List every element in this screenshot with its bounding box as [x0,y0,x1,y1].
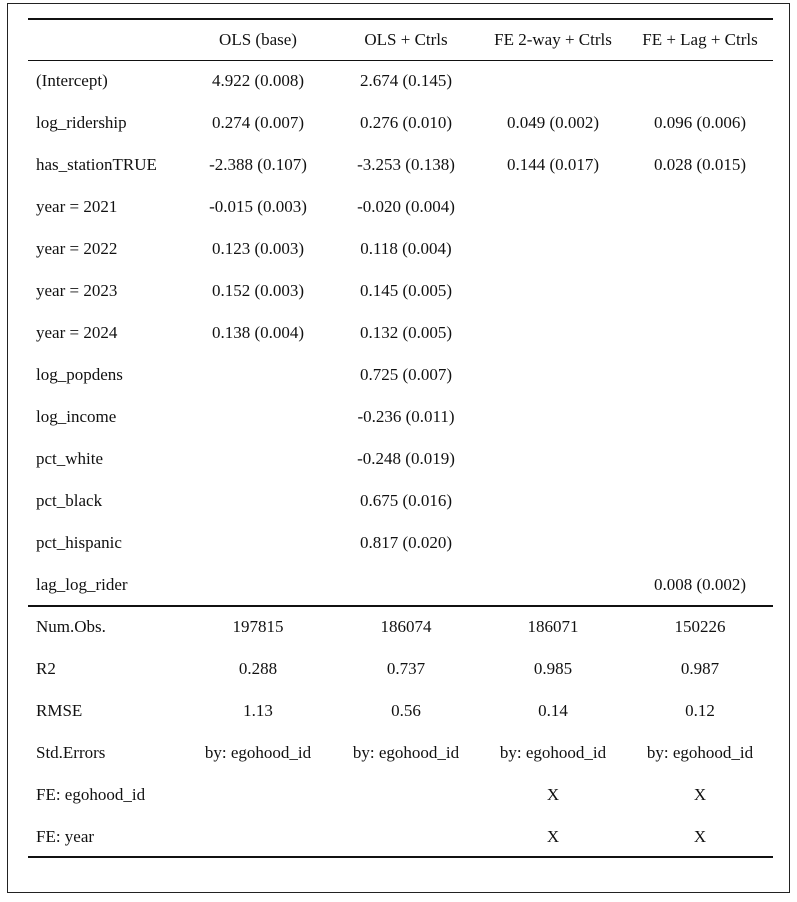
table-cell: by: egohood_id [352,743,460,762]
table-cell: -0.236 (0.011) [357,407,455,426]
table-cell: 0.817 (0.020) [359,533,453,552]
coefficient-row [28,522,773,564]
table-cell [333,564,479,606]
table-cell: by: egohood_id [499,743,607,762]
table-cell: 0.028 (0.015) [653,155,747,174]
coefficient-row [28,270,773,312]
table-cell: 186074 [380,617,432,636]
table-cell [479,396,627,438]
table-cell: 2.674 (0.145) [359,71,453,90]
table-cell [479,186,627,228]
coefficient-row [28,228,773,270]
statistic-row [28,816,773,858]
table-cell: 0.675 (0.016) [359,491,453,510]
table-cell [627,186,773,228]
row-label: year = 2024 [36,323,118,342]
table-cell: 0.145 (0.005) [359,281,453,300]
column-header: FE 2-way + Ctrls [494,30,612,49]
row-label: year = 2021 [36,197,118,216]
row-label: pct_white [36,449,104,468]
coefficient-row [28,186,773,228]
coefficient-row [28,564,773,606]
row-label: pct_black [36,491,103,510]
table-cell [627,312,773,354]
row-label: log_income [36,407,117,426]
coefficient-row [28,102,773,144]
table-cell: 0.737 [386,659,426,678]
table-cell: -0.020 (0.004) [357,197,455,216]
row-label: year = 2022 [36,239,118,258]
table-cell: 4.922 (0.008) [211,71,305,90]
statistic-row [28,774,773,816]
row-label: Num.Obs. [36,617,106,636]
table-cell: 0.12 [685,701,715,720]
coefficient-row [28,480,773,522]
table-cell: 0.118 (0.004) [360,239,452,258]
column-header [28,20,183,60]
table-cell: 1.13 [243,701,273,720]
table-cell [627,354,773,396]
table-cell [183,480,333,522]
table-cell [333,774,479,816]
table-cell [627,60,773,102]
table-cell: 0.274 (0.007) [211,113,305,132]
table-cell [479,60,627,102]
coefficient-row [28,144,773,186]
table-cell: X [546,827,560,846]
coefficient-rows [28,60,773,606]
table-cell: 0.14 [538,701,568,720]
coefficient-row [28,354,773,396]
table-cell [183,438,333,480]
table-cell [183,816,333,858]
row-label: log_popdens [36,365,123,384]
table-cell: 0.096 (0.006) [653,113,747,132]
coefficient-row [28,396,773,438]
table-cell: X [546,785,560,804]
table-cell [479,438,627,480]
statistic-row [28,732,773,774]
coefficient-row [28,438,773,480]
column-header: FE + Lag + Ctrls [642,30,758,49]
table-cell: 0.288 [238,659,278,678]
table-cell: 0.049 (0.002) [506,113,600,132]
row-label: (Intercept) [36,71,108,90]
column-header: OLS (base) [219,30,297,49]
table-cell: 0.725 (0.007) [359,365,453,384]
table-cell: by: egohood_id [204,743,312,762]
table-cell [183,396,333,438]
table-cell [627,438,773,480]
coefficient-row [28,312,773,354]
table-cell: -2.388 (0.107) [209,155,307,174]
table-cell: 0.132 (0.005) [359,323,453,342]
table-cell [183,774,333,816]
row-label: FE: egohood_id [36,785,146,804]
statistic-row [28,648,773,690]
table-cell: 186071 [527,617,579,636]
table-cell: 0.276 (0.010) [359,113,453,132]
row-label: year = 2023 [36,281,118,300]
table-cell: 0.144 (0.017) [506,155,600,174]
column-header: OLS + Ctrls [364,30,448,49]
statistic-row [28,606,773,648]
table-cell [627,480,773,522]
table-cell [183,564,333,606]
row-label: log_ridership [36,113,127,132]
row-label: FE: year [36,827,95,846]
coefficient-row [28,60,773,102]
table-cell: 0.008 (0.002) [653,575,747,594]
table-cell [479,354,627,396]
row-label: lag_log_rider [36,575,128,594]
row-label: R2 [36,659,56,678]
table-cell [333,816,479,858]
table-cell: 150226 [674,617,726,636]
table-cell [479,522,627,564]
regression-table [28,20,773,858]
row-label: Std.Errors [36,743,106,762]
table-cell: 0.138 (0.004) [211,323,305,342]
table-cell: X [693,785,707,804]
table-cell [183,354,333,396]
row-label: pct_hispanic [36,533,122,552]
table-cell [627,228,773,270]
table-cell: 0.123 (0.003) [211,239,305,258]
table-cell: 197815 [232,617,284,636]
table-cell [479,480,627,522]
table-cell [479,312,627,354]
table-cell [627,270,773,312]
statistic-row [28,690,773,732]
table-cell [183,522,333,564]
header-row [28,20,773,60]
table-cell [627,396,773,438]
row-label: RMSE [36,701,83,720]
table-cell [479,564,627,606]
table-cell: -0.248 (0.019) [357,449,455,468]
table-cell: X [693,827,707,846]
table-cell: 0.987 [680,659,720,678]
table-cell: -3.253 (0.138) [357,155,455,174]
table-cell: by: egohood_id [646,743,754,762]
table-cell: 0.152 (0.003) [211,281,305,300]
table-cell [479,228,627,270]
table-cell: 0.56 [391,701,421,720]
table-cell [479,270,627,312]
statistics-rows [28,606,773,858]
table-cell [627,522,773,564]
row-label: has_stationTRUE [36,155,157,174]
table-cell: -0.015 (0.003) [209,197,307,216]
table-cell: 0.985 [533,659,573,678]
